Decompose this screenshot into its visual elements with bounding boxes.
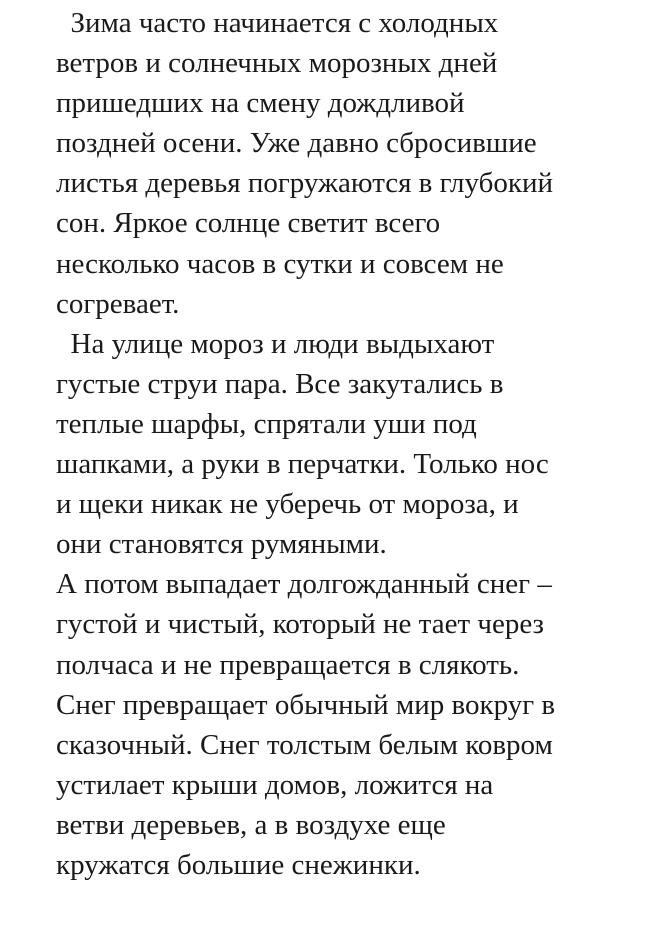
text-line: густые струи пара. Все закутались в [56, 367, 504, 400]
text-line: листья деревья погружаются в глубокий [56, 167, 554, 200]
text-line: А потом выпадает долгожданный снег – [56, 568, 552, 601]
text-line: Снег превращает обычный мир вокруг в [56, 688, 556, 721]
text-line: На улице мороз и люди выдыхают [56, 327, 495, 360]
text-line: пришедших на смену дождливой [56, 87, 465, 120]
text-line: теплые шарфы, спрятали уши под [56, 407, 477, 440]
document-text [56, 3, 656, 885]
text-line: полчаса и не превращается в слякоть. [56, 648, 520, 681]
text-line: и щеки никак не уберечь от мороза, и [56, 488, 519, 521]
text-line: поздней осени. Уже давно сбросившие [56, 127, 537, 160]
text-line: ветви деревьев, а в воздухе еще [56, 808, 446, 841]
text-line: шапками, а руки в перчатки. Только нос [56, 448, 549, 481]
text-line: согревает. [56, 287, 180, 320]
text-line: сказочный. Снег толстым белым ковром [56, 728, 553, 761]
text-line: ветров и солнечных морозных дней [56, 47, 498, 80]
text-line: они становятся румяными. [56, 528, 387, 561]
text-line: Зима часто начинается с холодных [56, 7, 499, 39]
text-line: устилает крыши домов, ложится на [56, 768, 494, 801]
text-line: густой и чистый, который не тает через [56, 608, 545, 641]
text-line: кружатся большие снежинки. [56, 848, 421, 881]
text-line: сон. Яркое солнце светит всего [56, 207, 441, 240]
text-line: несколько часов в сутки и совсем не [56, 247, 504, 280]
